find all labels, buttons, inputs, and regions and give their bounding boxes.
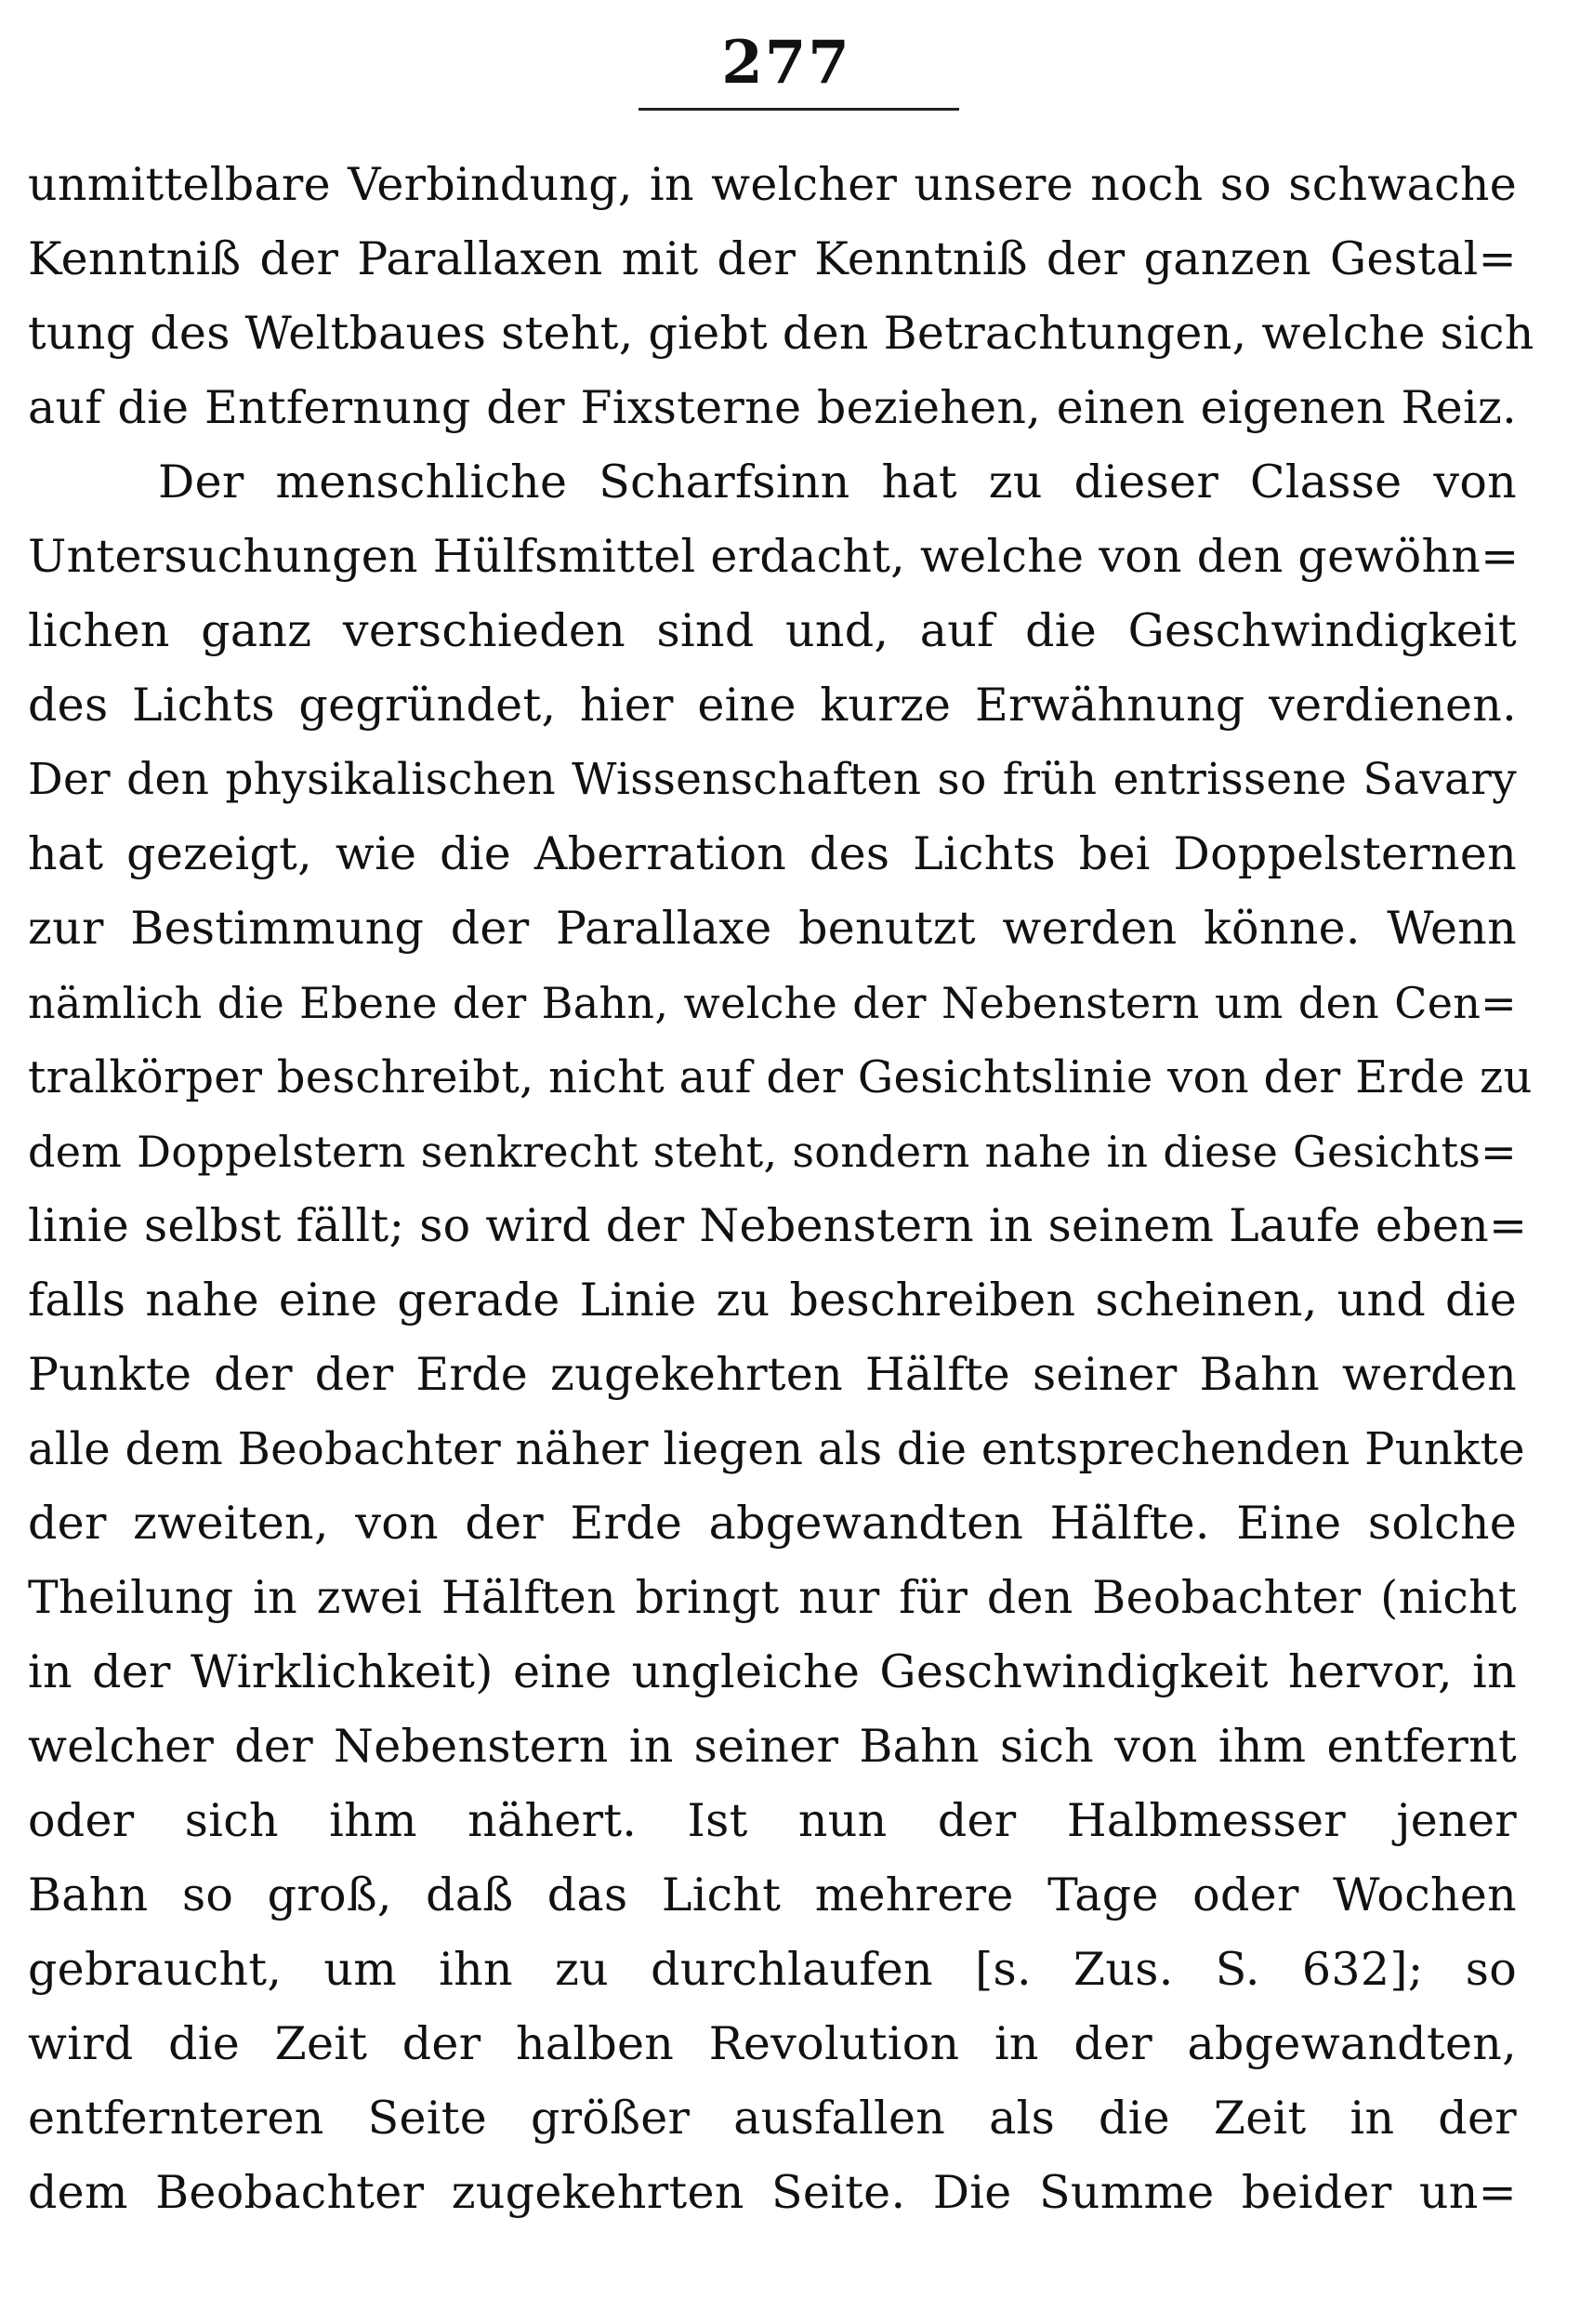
text-line: auf die Entfernung der Fixsterne beziehen, einen eigenen Reiz. [28,381,1517,434]
text-line-paragraph-start: Der menschliche Scharfsinn hat zu dieser Classe von [158,456,1517,508]
text-line: tralkörper beschreibt, nicht auf der Gesichtslinie von der Erde zu [28,1051,1533,1103]
text-line: Kenntniß der Parallaxen mit der Kenntniß der ganzen Gestal= [28,232,1517,285]
text-line: Punkte der der Erde zugekehrten Hälfte seiner Bahn werden [28,1348,1517,1401]
text-line: Bahn so groß, daß das Licht mehrere Tage oder Wochen [28,1868,1517,1921]
text-line: des Lichts gegründet, hier eine kurze Erwähnung verdienen. [28,679,1517,732]
text-line: hat gezeigt, wie die Aberration des Lichts bei Doppelsternen [28,827,1517,880]
text-line: alle dem Beobachter näher liegen als die entsprechenden Punkte [28,1423,1525,1475]
text-line: Untersuchungen Hülfsmittel erdacht, welche von den gewöhn= [28,530,1520,583]
text-line: wird die Zeit der halben Revolution in der abgewandten, [28,2017,1517,2070]
text-line: dem Doppelstern senkrecht steht, sondern nahe in diese Gesichts= [28,1127,1517,1177]
page-number: 277 [721,28,851,98]
text-line: nämlich die Ebene der Bahn, welche der Nebenstern um den Cen= [28,978,1517,1028]
text-line: gebraucht, um ihn zu durchlaufen [s. Zus. S. 632]; so [28,1943,1517,1996]
text-line: in der Wirklichkeit) eine ungleiche Geschwindigkeit hervor, in [28,1645,1517,1698]
text-line: welcher der Nebenstern in seiner Bahn sich von ihm entfernt [28,1720,1517,1773]
header-rule [639,108,959,111]
text-line: tung des Weltbaues steht, giebt den Betrachtungen, welche sich [28,307,1534,360]
text-line: linie selbst fällt; so wird der Nebenstern in seinem Laufe eben= [28,1199,1528,1252]
text-line: oder sich ihm nähert. Ist nun der Halbmesser jener [28,1794,1517,1847]
text-line: unmittelbare Verbindung, in welcher unsere noch so schwache [28,158,1517,211]
text-line: Der den physikalischen Wissenschaften so früh entrissene Savary [28,754,1517,805]
text-line: zur Bestimmung der Parallaxe benutzt werden könne. Wenn [28,902,1517,955]
body-text [28,148,1534,2230]
text-line: der zweiten, von der Erde abgewandten Hälfte. Eine solche [28,1497,1517,1550]
text-line: falls nahe eine gerade Linie zu beschreiben scheinen, und die [28,1274,1517,1327]
text-line: Theilung in zwei Hälften bringt nur für den Beobachter (nicht [28,1571,1517,1624]
text-line: entfernteren Seite größer ausfallen als die Zeit in der [28,2092,1517,2145]
text-line: lichen ganz verschieden sind und, auf die Geschwindigkeit [28,604,1517,657]
text-line: dem Beobachter zugekehrten Seite. Die Summe beider un= [28,2166,1517,2219]
